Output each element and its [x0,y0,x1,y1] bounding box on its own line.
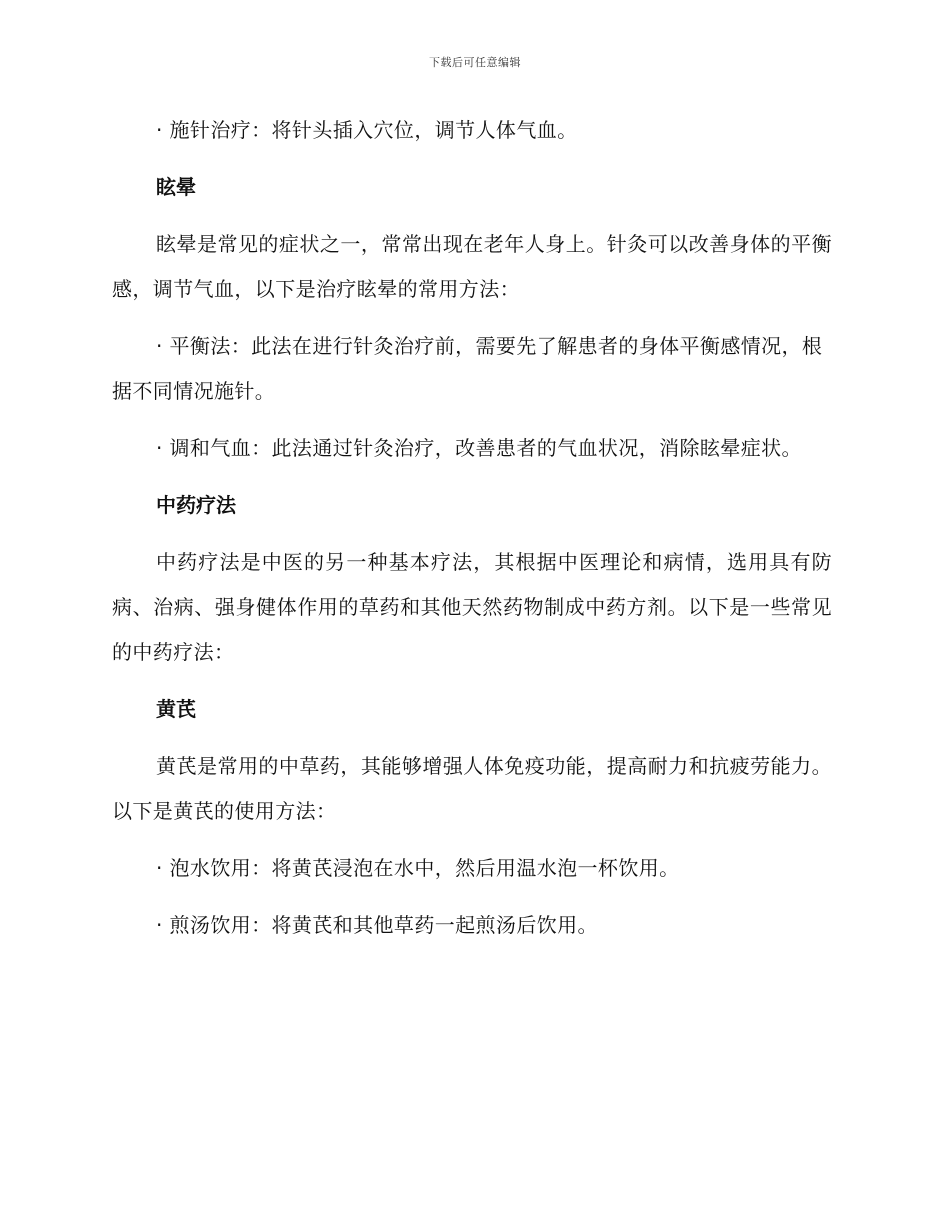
bullet-harmonize-qi-blood: · 调和气血：此法通过针灸治疗，改善患者的气血状况，消除眩晕症状。 [156,436,802,460]
document-body [112,108,832,960]
paragraph-herbal-therapy-intro: 中药疗法是中医的另一种基本疗法，其根据中医理论和病情，选用具有防病、治病、强身健体作用的草药和其他天然药物制成中药方剂。以下是一些常见的中药疗法： [112,550,832,664]
paragraph-dizziness-intro: 眩晕是常见的症状之一，常常出现在老年人身上。针灸可以改善身体的平衡感，调节气血，以下是治疗眩晕的常用方法： [112,232,832,301]
bullet-soak-drink: · 泡水饮用：将黄芪浸泡在水中，然后用温水泡一杯饮用。 [156,856,680,880]
bullet-decoction-drink: · 煎汤饮用：将黄芪和其他草药一起煎汤后饮用。 [156,913,598,937]
section-heading-dizziness: 眩晕 [156,175,196,199]
section-heading-herbal-therapy: 中药疗法 [156,493,236,517]
bullet-acupuncture-needling: · 施针治疗：将针头插入穴位，调节人体气血。 [156,118,578,142]
section-heading-astragalus: 黄芪 [156,697,196,721]
bullet-balance-method: · 平衡法：此法在进行针灸治疗前，需要先了解患者的身体平衡感情况，根据不同情况施针。 [112,334,823,403]
paragraph-astragalus-intro: 黄芪是常用的中草药，其能够增强人体免疫功能，提高耐力和抗疲劳能力。以下是黄芪的使用方法： [112,754,832,823]
header-note: 下载后可任意编辑 [429,56,521,69]
